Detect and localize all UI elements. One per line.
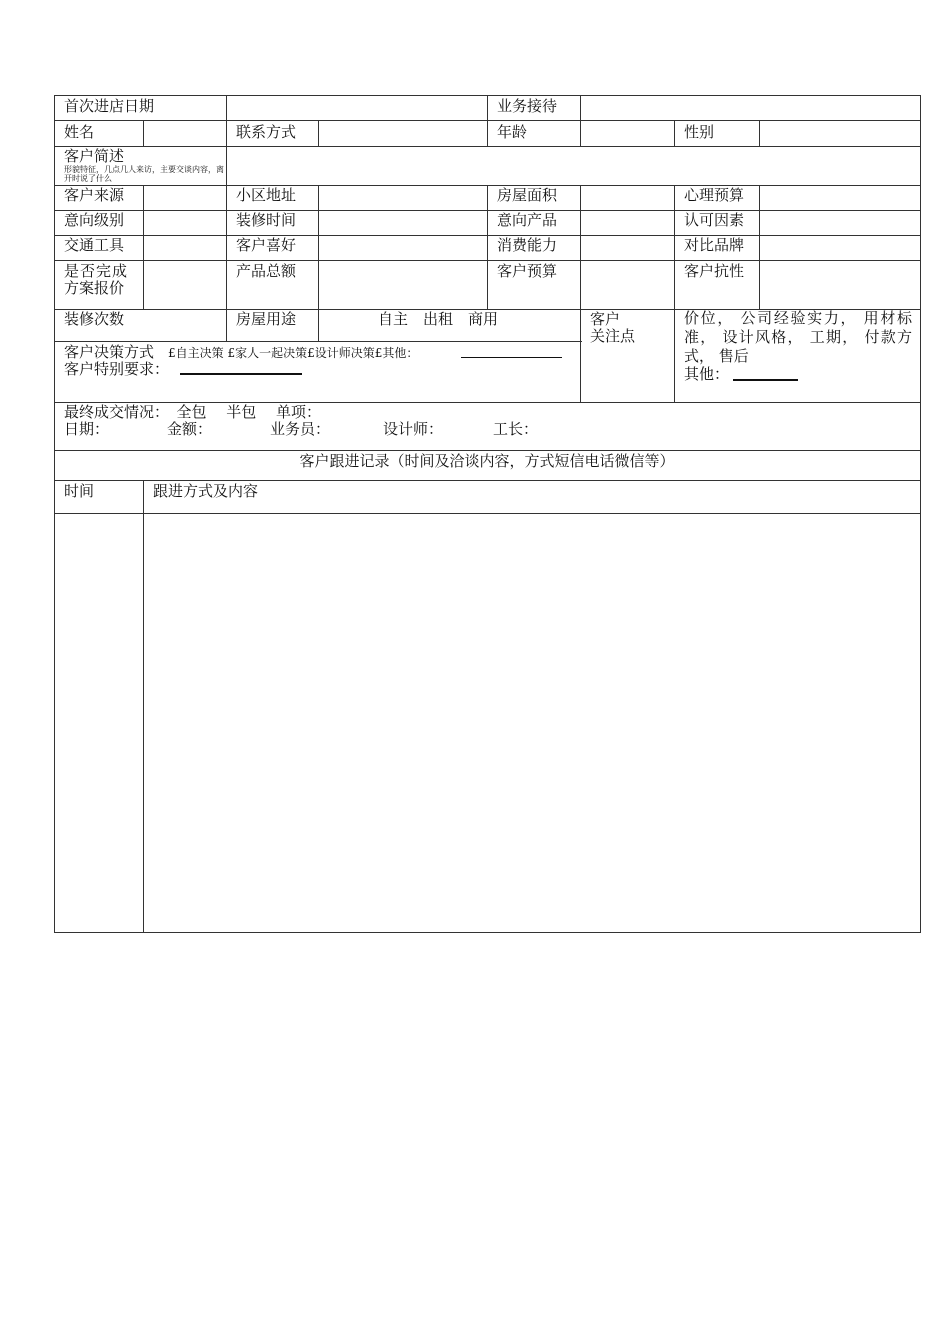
row-border (54, 450, 921, 451)
col-border (674, 120, 675, 147)
focus-options-text: 价位， 公司经验实力， 用材标准， 设计风格， 工期， 付款方式， 售后 (684, 309, 912, 365)
col-border (674, 185, 675, 403)
col-border (580, 120, 581, 147)
plan-quote-label-line1: 是否完成 (64, 262, 129, 280)
col-border (920, 95, 921, 933)
intent-level-label: 意向级别 (64, 211, 125, 229)
intent-product-label: 意向产品 (497, 211, 558, 229)
special-request-blank (180, 373, 302, 375)
age-label: 年龄 (497, 123, 528, 141)
house-usage-options: 自主 出租 商用 (378, 310, 499, 328)
salesperson-label: 业务员： (270, 420, 331, 438)
renovation-count-label: 装修次数 (64, 310, 125, 328)
col-border (580, 95, 581, 121)
col-border (226, 185, 227, 342)
row-border (54, 513, 921, 514)
customer-brief-hint: 形貌特征，几点几人来访，主要交谈内容，离开时说了什么 (64, 165, 224, 183)
col-border (580, 185, 581, 403)
decision-other-blank (461, 357, 562, 358)
customer-brief-label: 客户简述 (64, 147, 125, 165)
col-border (318, 185, 319, 342)
business-receptionist-label: 业务接待 (497, 97, 558, 115)
focus-label-line2: 关注点 (590, 327, 636, 345)
focus-other-blank (733, 379, 798, 381)
contact-label: 联系方式 (236, 123, 297, 141)
product-total-label: 产品总额 (236, 262, 297, 280)
final-deal-label: 最终成交情况： 全包 半包 单项： (64, 403, 322, 421)
name-label: 姓名 (64, 123, 95, 141)
col-border (759, 120, 760, 147)
foreman-label: 工长： (493, 420, 539, 438)
deal-amount-label: 金额： (167, 420, 213, 438)
col-border (318, 120, 319, 147)
first-visit-date-label: 首次进店日期 (64, 97, 155, 115)
psych-budget-label: 心理预算 (684, 186, 745, 204)
customer-resistance-label: 客户抗性 (684, 262, 745, 280)
spending-power-label: 消费能力 (497, 236, 558, 254)
focus-other-label: 其他： (684, 365, 730, 383)
designer-label: 设计师： (383, 420, 444, 438)
followup-content-header: 跟进方式及内容 (153, 482, 259, 500)
comparison-brand-label: 对比品牌 (684, 236, 745, 254)
row-border (54, 480, 921, 481)
followup-time-header: 时间 (64, 482, 95, 500)
col-border (143, 120, 144, 147)
followup-title: 客户跟进记录（时间及洽谈内容，方式短信电话微信等） (299, 452, 675, 470)
deal-date-label: 日期： (64, 420, 110, 438)
customer-budget-label: 客户预算 (497, 262, 558, 280)
col-border (759, 185, 760, 310)
col-border (143, 480, 144, 933)
customer-preference-label: 客户喜好 (236, 236, 297, 254)
col-border (54, 95, 55, 933)
community-address-label: 小区地址 (236, 186, 297, 204)
transport-label: 交通工具 (64, 236, 125, 254)
col-border (226, 95, 227, 121)
col-border (487, 95, 488, 121)
row-border (54, 932, 921, 933)
col-border (143, 185, 144, 310)
recognition-factors-label: 认可因素 (684, 211, 745, 229)
house-usage-label: 房屋用途 (236, 310, 297, 328)
focus-label-line1: 客户 (590, 310, 621, 328)
col-border (226, 120, 227, 147)
renovation-time-label: 装修时间 (236, 211, 297, 229)
plan-quote-label-line2: 方案报价 (64, 279, 125, 297)
decision-method-label: 客户决策方式 (64, 343, 155, 361)
special-request-label: 客户特别要求： (64, 360, 170, 378)
house-area-label: 房屋面积 (497, 186, 558, 204)
col-border (487, 120, 488, 147)
col-border (487, 185, 488, 310)
customer-source-label: 客户来源 (64, 186, 125, 204)
decision-method-options: £自主决策 £家人一起决策£设计师决策£其他： (168, 346, 419, 360)
gender-label: 性别 (684, 123, 715, 141)
